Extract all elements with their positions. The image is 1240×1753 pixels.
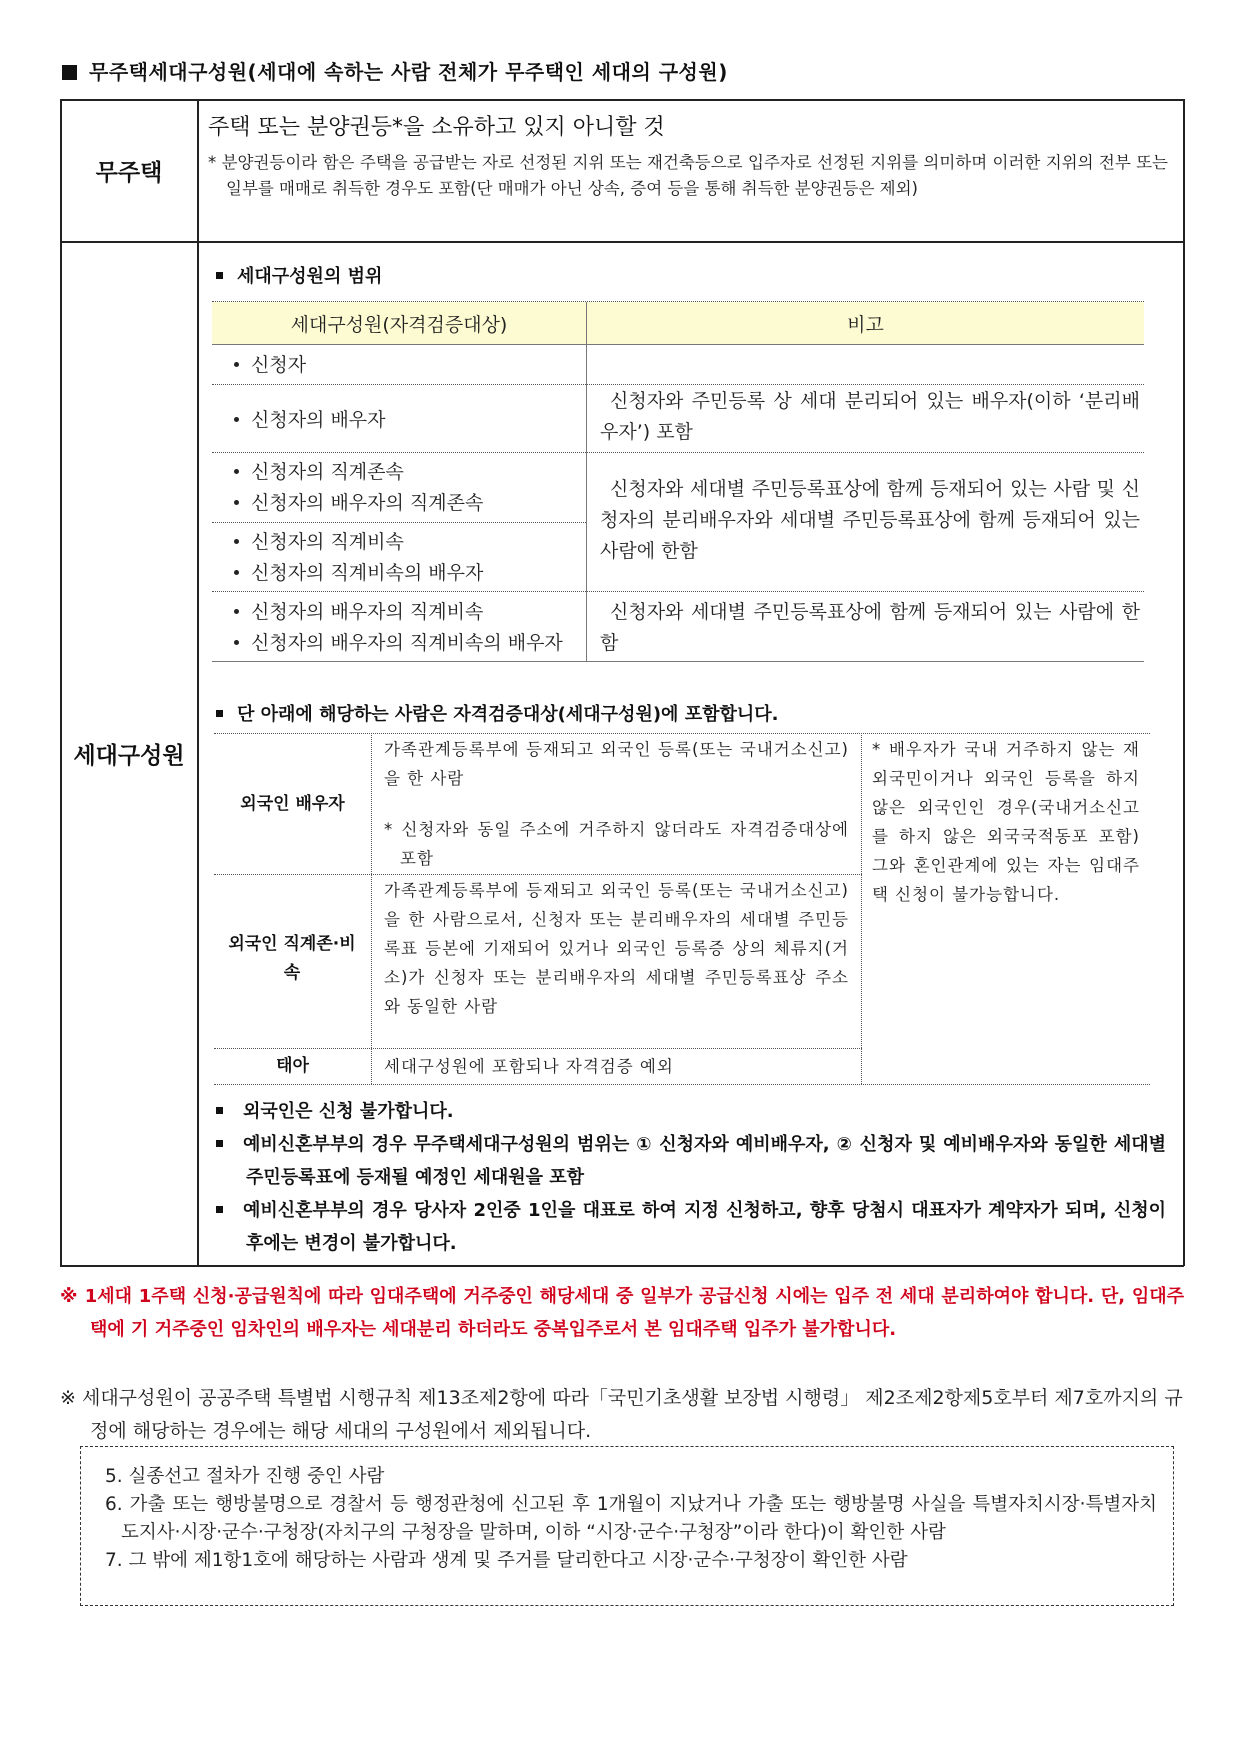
square-bullet-icon bbox=[216, 272, 223, 279]
list-item: 5. 실종선고 절차가 진행 중인 사람 bbox=[105, 1466, 385, 1487]
range-table-line bbox=[212, 591, 1144, 592]
include-table-line bbox=[214, 1048, 862, 1049]
member-item: 신청자의 직계존속 bbox=[234, 457, 404, 484]
bullet-dot-icon bbox=[234, 362, 239, 367]
square-bullet-icon bbox=[216, 1107, 223, 1114]
footnote: ※ 세대구성원이 공공주택 특별법 시행규칙 제13조제2항에 따라「국민기초생활 보장법 시행령」 제2조제2항제5호부터 제7호까지의 규정에 해당하는 경우에는 해당 세대의 구성원에서 제외됩니다. bbox=[60, 1387, 1183, 1442]
include-text: 가족관계등록부에 등재되고 외국인 등록(또는 국내거소신고)을 한 사람 * 신청자와 동일 주소에 거주하지 않더라도 자격검증대상에 포함 bbox=[384, 740, 849, 868]
table-border-top bbox=[60, 99, 1184, 101]
include-label-foreign-lineal: 외국인 직계존·비속 bbox=[228, 934, 356, 983]
table-border-bottom bbox=[60, 1265, 1184, 1267]
member-item: 신청자의 배우자의 직계비속의 배우자 bbox=[234, 628, 563, 655]
red-warning-note: ※ 1세대 1주택 신청·공급원칙에 따라 임대주택에 거주중인 해당세대 중 일부가 공급신청 시에는 입주 전 세대 분리하여야 합니다. 단, 임대주택에 기 거주중인 임차인의 배우자는 세대분리 하더라도 중복입주로서 본 임대주택 입주가 불가합니다. bbox=[60, 1286, 1184, 1340]
range-col2-header: 비고 bbox=[847, 314, 884, 336]
list-item: 7. 그 밖에 제1항1호에 해당하는 사람과 생계 및 주거를 달리한다고 시장·군수·구청장이 확인한 사람 bbox=[105, 1550, 908, 1571]
square-bullet-icon bbox=[216, 710, 223, 717]
bullet-item: 예비신혼부부의 경우 무주택세대구성원의 범위는 ① 신청자와 예비배우자, ② 신청자 및 예비배우자와 동일한 세대별 주민등록표에 등재될 예정인 세대원을 포함 bbox=[216, 1128, 1166, 1194]
include-table-line bbox=[214, 874, 862, 875]
square-bullet-icon bbox=[216, 1140, 223, 1147]
member-item: 신청자의 배우자의 직계비속 bbox=[234, 597, 483, 624]
range-table-line bbox=[212, 661, 1144, 662]
member-remark: 신청자와 세대별 주민등록표상에 함께 등재되어 있는 사람 및 신청자의 분리배우자와 세대별 주민등록표상에 함께 등재되어 있는 사람에 한함 bbox=[600, 478, 1140, 562]
table-border-right bbox=[1183, 99, 1185, 1266]
range-title: 세대구성원의 범위 bbox=[216, 262, 382, 288]
member-item: 신청자의 직계비속의 배우자 bbox=[234, 558, 483, 585]
include-label-foreign-spouse: 외국인 배우자 bbox=[240, 794, 345, 814]
bullet-list bbox=[216, 1095, 1166, 1260]
bullet-dot-icon bbox=[234, 640, 239, 645]
section-heading: 무주택세대구성원(세대에 속하는 사람 전체가 무주택인 세대의 구성원) bbox=[62, 56, 728, 85]
list-item: 6. 가출 또는 행방불명으로 경찰서 등 행정관청에 신고된 후 1개월이 지났거나 가출 또는 행방불명 사실을 특별자치시장·특별자치도지사·시장·군수·구청장(자치구의 구청장을 말하며, 이하 “시장·군수·구청장”이라 한다)이 확인한 사람 bbox=[105, 1494, 1157, 1543]
bullet-dot-icon bbox=[234, 469, 239, 474]
include-table-line bbox=[214, 733, 1150, 734]
square-bullet-icon bbox=[62, 65, 77, 80]
member-item: 신청자의 배우자의 직계존속 bbox=[234, 488, 483, 515]
table-border-divider bbox=[197, 99, 199, 1266]
members-label: 세대구성원 bbox=[73, 743, 185, 769]
include-text: 세대구성원에 포함되나 자격검증 예외 bbox=[384, 1057, 674, 1076]
table-border-mid bbox=[60, 241, 1184, 243]
bullet-item: 외국인은 신청 불가합니다. bbox=[216, 1095, 1166, 1128]
excluded-cases-box bbox=[80, 1446, 1174, 1606]
range-table-line bbox=[212, 452, 1144, 453]
include-label-fetus: 태아 bbox=[276, 1056, 309, 1076]
range-col1-header: 세대구성원(자격검증대상) bbox=[290, 314, 508, 336]
bullet-dot-icon bbox=[234, 500, 239, 505]
square-bullet-icon bbox=[216, 1206, 223, 1213]
no-house-note: * 분양권등이라 함은 주택을 공급받는 자로 선정된 지위 또는 재건축등으로 입주자로 선정된 지위를 의미하며 이러한 지위의 전부 또는 일부를 매매로 취득한 경우도 포함(단 매매가 아닌 상속, 증여 등을 통해 취득한 분양권등은 제외) bbox=[208, 153, 1168, 198]
member-item: 신청자의 직계비속 bbox=[234, 527, 404, 554]
range-table-line bbox=[212, 522, 586, 523]
range-table-line bbox=[212, 384, 1144, 385]
member-remark: 신청자와 주민등록 상 세대 분리되어 있는 배우자(이하 ‘분리배우자’) 포함 bbox=[600, 390, 1140, 443]
bullet-dot-icon bbox=[234, 539, 239, 544]
no-house-label: 무주택 bbox=[95, 160, 163, 186]
bullet-dot-icon bbox=[234, 417, 239, 422]
member-remark: 신청자와 세대별 주민등록표상에 함께 등재되어 있는 사람에 한함 bbox=[600, 601, 1140, 654]
excluded-cases-list bbox=[105, 1463, 1157, 1575]
range-table-divider bbox=[586, 302, 587, 661]
range-table-line bbox=[212, 344, 1144, 345]
bullet-item: 예비신혼부부의 경우 당사자 2인중 1인을 대표로 하여 지정 신청하고, 향후 당첨시 대표자가 계약자가 되며, 신청이후에는 변경이 불가합니다. bbox=[216, 1194, 1166, 1260]
include-table-line bbox=[214, 1084, 1150, 1085]
range-table-line bbox=[212, 301, 1144, 302]
bullet-dot-icon bbox=[234, 609, 239, 614]
no-house-main: 주택 또는 분양권등*을 소유하고 있지 아니할 것 bbox=[208, 115, 665, 140]
include-table-divider bbox=[861, 733, 862, 1084]
include-text: 가족관계등록부에 등재되고 외국인 등록(또는 국내거소신고)을 한 사람으로서, 신청자 또는 분리배우자의 세대별 주민등록표 등본에 기재되어 있거나 외국인 등록증 상의 체류지(거소)가 신청자 또는 분리배우자의 세대별 주민등록표상 주소와 동일한 사람 bbox=[384, 881, 849, 1016]
include-side-note: * 배우자가 국내 거주하지 않는 재외국민이거나 외국인 등록을 하지 않은 외국인인 경우(국내거소신고를 하지 않은 외국국적동포 포함) 그와 혼인관계에 있는 자는 임대주택 신청이 불가능합니다. bbox=[872, 740, 1140, 904]
include-table-divider bbox=[371, 733, 372, 1084]
member-item: 신청자 bbox=[234, 350, 306, 377]
member-item: 신청자의 배우자 bbox=[234, 405, 386, 432]
bullet-dot-icon bbox=[234, 570, 239, 575]
include-title: 단 아래에 해당하는 사람은 자격검증대상(세대구성원)에 포함합니다. bbox=[216, 700, 779, 726]
